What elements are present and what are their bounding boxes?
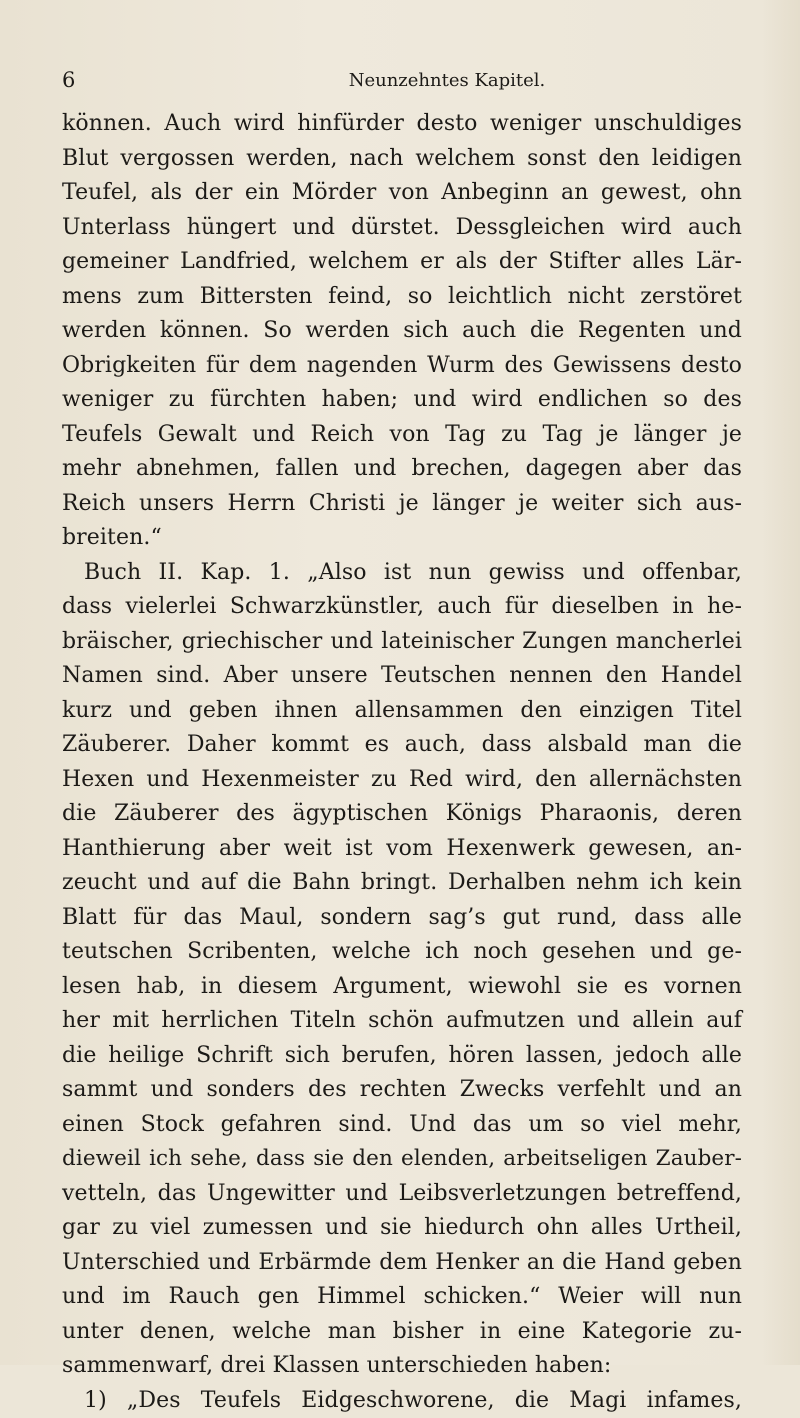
- text-line: Reich unsers Herrn Christi je länger je weiter sich aus-: [62, 487, 742, 522]
- text-line: und im Rauch gen Himmel schicken.“ Weier will nun: [62, 1280, 742, 1315]
- text-line: teutschen Scribenten, welche ich noch gesehen und ge-: [62, 935, 742, 970]
- text-line: sammt und sonders des rechten Zwecks verfehlt und an: [62, 1073, 742, 1108]
- text-line: Zäuberer. Daher kommt es auch, dass alsbald man die: [62, 728, 742, 763]
- body-text: [62, 107, 742, 1418]
- text-line: Teufels Gewalt und Reich von Tag zu Tag je länger je: [62, 418, 742, 453]
- page-header: [62, 68, 742, 98]
- text-line: sammenwarf, drei Klassen unterschieden haben:: [62, 1349, 742, 1384]
- text-line: bräischer, griechischer und lateinischer Zungen mancherlei: [62, 625, 742, 660]
- text-line: zeucht und auf die Bahn bringt. Derhalben nehm ich kein: [62, 866, 742, 901]
- running-head: Neunzehntes Kapitel.: [62, 70, 742, 91]
- text-line: weniger zu fürchten haben; und wird endlichen so des: [62, 383, 742, 418]
- text-line: her mit herrlichen Titeln schön aufmutzen und allein auf: [62, 1004, 742, 1039]
- text-line: kurz und geben ihnen allensammen den einzigen Titel: [62, 694, 742, 729]
- text-line: mens zum Bittersten feind, so leichtlich nicht zerstöret: [62, 280, 742, 315]
- text-line: Unterschied und Erbärmde dem Henker an die Hand geben: [62, 1246, 742, 1281]
- page-number: 6: [62, 68, 75, 92]
- text-line: Hexen und Hexenmeister zu Red wird, den allernächsten: [62, 763, 742, 798]
- text-line: gemeiner Landfried, welchem er als der Stifter alles Lär-: [62, 245, 742, 280]
- text-line: Teufel, als der ein Mörder von Anbeginn an gewest, ohn: [62, 176, 742, 211]
- text-line: unter denen, welche man bisher in eine Kategorie zu-: [62, 1315, 742, 1350]
- text-line: gar zu viel zumessen und sie hiedurch ohn alles Urtheil,: [62, 1211, 742, 1246]
- text-line: vetteln, das Ungewitter und Leibsverletzungen betreffend,: [62, 1177, 742, 1212]
- text-line: dieweil ich sehe, dass sie den elenden, arbeitseligen Zauber-: [62, 1142, 742, 1177]
- text-line: dass vielerlei Schwarzkünstler, auch für dieselben in he-: [62, 590, 742, 625]
- text-line: einen Stock gefahren sind. Und das um so viel mehr,: [62, 1108, 742, 1143]
- text-line: breiten.“: [62, 521, 742, 556]
- text-line: Obrigkeiten für dem nagenden Wurm des Gewissens desto: [62, 349, 742, 384]
- text-line: Unterlass hüngert und dürstet. Dessgleichen wird auch: [62, 211, 742, 246]
- text-line: die Zäuberer des ägyptischen Königs Pharaonis, deren: [62, 797, 742, 832]
- text-line: die heilige Schrift sich berufen, hören lassen, jedoch alle: [62, 1039, 742, 1074]
- text-line: können. Auch wird hinfürder desto weniger unschuldiges: [62, 107, 742, 142]
- text-line: Blut vergossen werden, nach welchem sonst den leidigen: [62, 142, 742, 177]
- text-line: Buch II. Kap. 1. „Also ist nun gewiss und offenbar,: [62, 556, 742, 591]
- text-line: Hanthierung aber weit ist vom Hexenwerk gewesen, an-: [62, 832, 742, 867]
- text-line: werden können. So werden sich auch die Regenten und: [62, 314, 742, 349]
- text-line: mehr abnehmen, fallen und brechen, dagegen aber das: [62, 452, 742, 487]
- text-line: Namen sind. Aber unsere Teutschen nennen den Handel: [62, 659, 742, 694]
- text-line: 1) „Des Teufels Eidgeschworene, die Magi infames,: [62, 1384, 742, 1418]
- text-line: lesen hab, in diesem Argument, wiewohl sie es vornen: [62, 970, 742, 1005]
- text-line: Blatt für das Maul, sondern sag’s gut rund, dass alle: [62, 901, 742, 936]
- page-edge-shading: [760, 0, 800, 1365]
